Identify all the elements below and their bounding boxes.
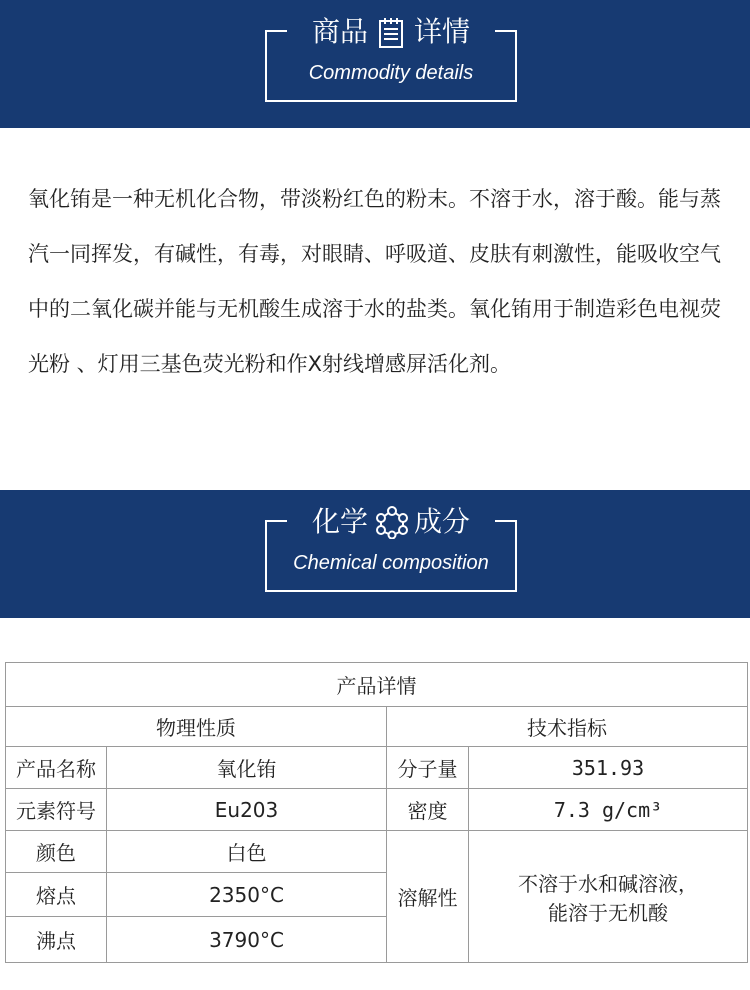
solubility-label: 溶解性 [387, 831, 469, 963]
banner-title-left: 化学 [311, 505, 368, 538]
commodity-details-banner [0, 0, 750, 128]
molecular-weight-value: 351.93 [469, 747, 748, 789]
color-label: 颜色 [6, 831, 107, 873]
solubility-line-1: 不溶于水和碱溶液， [518, 871, 698, 896]
banner-frame [265, 15, 517, 102]
boiling-point-value: 3790°C [107, 917, 387, 963]
table-caption: 产品详情 [6, 663, 748, 707]
solubility-line-2: 能溶于无机酸 [548, 900, 668, 925]
molecular-weight-label: 分子量 [387, 747, 469, 789]
banner-subtitle: Commodity details [308, 62, 474, 84]
melting-point-label: 熔点 [6, 873, 107, 917]
element-symbol-label: 元素符号 [6, 789, 107, 831]
banner-title [267, 15, 515, 49]
banner-title-right: 成分 [414, 505, 471, 538]
physical-properties-header: 物理性质 [6, 707, 387, 747]
solubility-value [469, 831, 748, 963]
banner-title [267, 505, 515, 539]
product-name-value: 氧化铕 [107, 747, 387, 789]
banner-frame [265, 505, 517, 592]
notepad-icon [374, 15, 408, 49]
product-spec-table [5, 662, 748, 963]
product-name-label: 产品名称 [6, 747, 107, 789]
technical-specs-header: 技术指标 [387, 707, 748, 747]
banner-title-right: 详情 [414, 15, 471, 48]
banner-title-left: 商品 [311, 15, 368, 48]
boiling-point-label: 沸点 [6, 917, 107, 963]
banner-subtitle: Chemical composition [293, 552, 489, 574]
density-label: 密度 [387, 789, 469, 831]
product-description: 氧化铕是一种无机化合物，带淡粉红色的粉末。不溶于水，溶于酸。能与蒸汽一同挥发，有碱性，有毒，对眼睛、呼吸道、皮肤有刺激性，能吸收空气中的二氧化碳并能与无机酸生成溶于水的盐类。氧化铕用于制造彩色电视荧光粉 、灯用三基色荧光粉和作X射线增感屏活化剂。 [28, 187, 721, 376]
molecule-icon [374, 505, 408, 539]
chemical-composition-banner [0, 490, 750, 618]
melting-point-value: 2350°C [107, 873, 387, 917]
color-value: 白色 [107, 831, 387, 873]
element-symbol-value: Eu203 [107, 789, 387, 831]
density-value: 7.3 g/cm³ [469, 789, 748, 831]
